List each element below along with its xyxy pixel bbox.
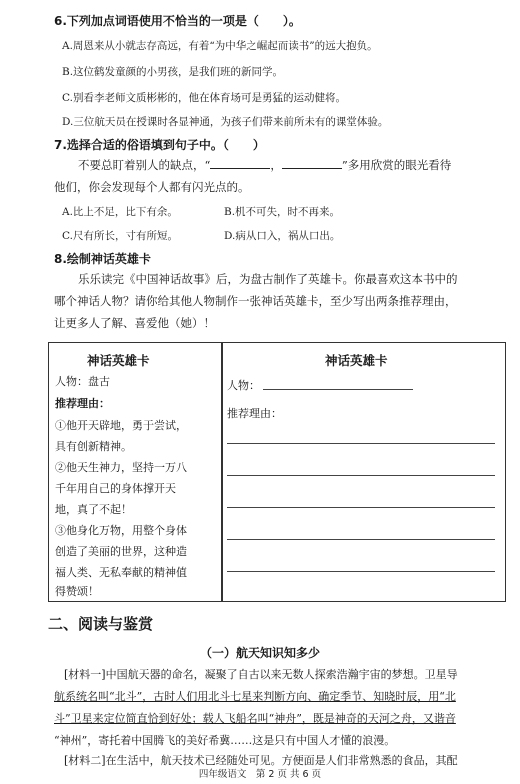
question-8-title: 8.绘制神话英雄卡 [54, 252, 151, 266]
question-8-line2: 哪个神话人物？请你给其他人物制作一张神话英雄卡，至少写出两条推荐理由， [54, 294, 457, 308]
question-7-sentence [54, 154, 504, 198]
left-card-person: 人物：盘古 [55, 375, 110, 388]
left-card-reason-line: 福人类、无私奉献的精神值 [55, 566, 187, 579]
reading-subtitle: （一）航天知识知多少 [199, 646, 320, 660]
question-7-text-b: ， [270, 158, 282, 172]
question-8-prompt [54, 268, 504, 334]
right-card-reason-label: 推荐理由： [227, 407, 282, 420]
reading-line: 斗”卫星来定位简直恰到好处；载人飞船名叫“神舟”，既是神奇的天河之舟，又谐音 [54, 712, 456, 725]
right-card-answer-line[interactable] [227, 443, 495, 444]
right-card-person-label: 人物： [227, 379, 260, 392]
question-7-option-b: B.机不可失，时不再来。 [224, 206, 341, 218]
left-card-reason-line: ③他身化万物，用整个身体 [55, 524, 187, 537]
reading-line: “神州”，寄托着中国腾飞的美好希冀……这是只有中国人才懂的浪漫。 [54, 734, 396, 747]
left-card-reason-line: 地，真了不起！ [55, 503, 132, 516]
answer-blank-1[interactable] [210, 156, 270, 169]
right-card-title: 神话英雄卡 [325, 353, 388, 368]
question-8-line3: 让更多人了解、喜爱他（她）！ [54, 316, 215, 330]
question-7-option-c: C.尺有所长，寸有所短。 [62, 230, 178, 242]
left-card-reason-line: ②他天生神力，坚持一万八 [55, 461, 187, 474]
question-6-option-b: B.这位鹤发童颜的小男孩，是我们班的新同学。 [62, 66, 284, 78]
question-7-text-c: ”多用欣赏的眼光看待 [341, 158, 452, 172]
question-6-option-c: C.别看李老师文质彬彬的，他在体育场可是勇猛的运动健将。 [62, 92, 346, 104]
reading-line: 航系统名叫“北斗”，古时人们用北斗七星来判断方向、确定季节、知晓时辰，用“北 [54, 690, 456, 703]
left-card-reason-label: 推荐理由： [55, 397, 110, 410]
left-card-reason-line: 千年用自己的身体撑开天 [55, 482, 176, 495]
left-card-reason-line: 得赞颂！ [55, 585, 99, 598]
page-footer: 四年级语文 第 2 页 共 6 页 [198, 769, 322, 780]
reading-line: [材料一]中国航天器的命名，凝聚了自古以来无数人探索浩瀚宇宙的梦想。卫星导 [64, 668, 458, 681]
right-card-answer-line[interactable] [227, 475, 495, 476]
section-2-heading: 二、阅读与鉴赏 [48, 615, 154, 633]
right-card-answer-line[interactable] [227, 507, 495, 508]
left-card-reason-line: 创造了美丽的世界，这种造 [55, 545, 187, 558]
left-card-reason-line: ①他开天辟地，勇于尝试， [55, 419, 187, 432]
question-7-option-a: A.比上不足，比下有余。 [62, 206, 178, 218]
question-8-line1: 乐乐读完《中国神话故事》后，为盘古制作了英雄卡。你最喜欢这本书中的 [78, 272, 458, 286]
right-card-person-blank[interactable] [263, 389, 413, 390]
right-card-answer-line[interactable] [227, 571, 495, 572]
question-6-option-d: D.三位航天员在授课时各显神通，为孩子们带来前所未有的课堂体验。 [62, 116, 389, 128]
question-7-title: 7.选择合适的俗语填到句子中。（ ） [54, 138, 265, 152]
question-7-text-a: 不要总盯着别人的缺点，“ [78, 158, 211, 172]
question-6-title: 6.下列加点词语使用不恰当的一项是（ ）。 [54, 14, 301, 28]
question-7-option-d: D.病从口入，祸从口出。 [224, 230, 341, 242]
left-card-reason-line: 具有创新精神。 [55, 440, 132, 453]
right-card-answer-line[interactable] [227, 539, 495, 540]
left-card-title: 神话英雄卡 [87, 353, 150, 368]
question-6-option-a: A.周恩来从小就志存高远，有着“为中华之崛起而读书”的远大抱负。 [62, 40, 378, 52]
card-divider [221, 343, 223, 601]
hero-card-table [48, 342, 506, 602]
answer-blank-2[interactable] [282, 156, 342, 169]
reading-line: [材料二]在生活中，航天技术已经随处可见。方便面是人们非常熟悉的食品，其配 [64, 754, 458, 767]
question-7-text-line2: 他们，你会发现每个人都有闪光点的。 [54, 180, 250, 194]
